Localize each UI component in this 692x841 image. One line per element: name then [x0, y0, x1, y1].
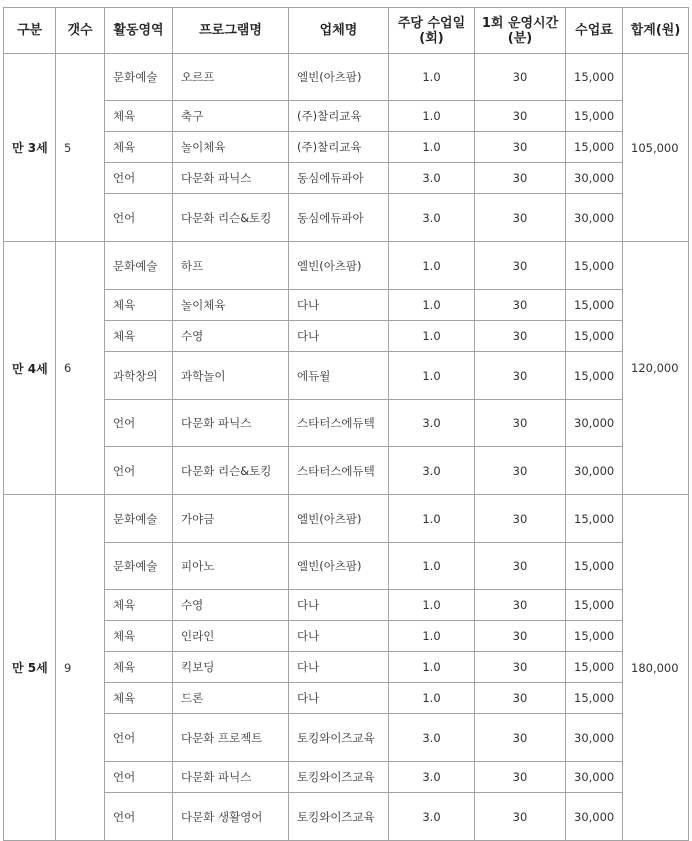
cell-days: 1.0: [388, 241, 475, 290]
cell-program: 다문화 파닉스: [172, 761, 289, 793]
cell-fee: 30,000: [565, 761, 623, 793]
cell-vendor: 스타터스에듀텍: [288, 446, 389, 495]
cell-area: 체육: [104, 651, 173, 683]
cell-vendor: 동심에듀파아: [288, 193, 389, 242]
cell-vendor: 스타터스에듀텍: [288, 399, 389, 447]
cell-fee: 15,000: [565, 241, 623, 290]
cell-vendor: 토킹와이즈교육: [288, 761, 389, 793]
cell-vendor: 엘빈(아츠팜): [288, 53, 389, 101]
cell-area: 체육: [104, 682, 173, 714]
group-count: 9: [55, 494, 105, 841]
group-label: 만 3세: [3, 53, 56, 242]
cell-fee: 30,000: [565, 193, 623, 242]
cell-minutes: 30: [474, 399, 566, 447]
cell-program: 다문화 생활영어: [172, 792, 289, 841]
group-total: 180,000: [622, 494, 689, 841]
cell-program: 인라인: [172, 620, 289, 652]
cell-minutes: 30: [474, 241, 566, 290]
header-vendor: 업체명: [288, 7, 389, 54]
cell-program: 놀이체육: [172, 131, 289, 163]
cell-fee: 15,000: [565, 53, 623, 101]
header-fee: 수업료: [565, 7, 623, 54]
cell-vendor: 에듀윌: [288, 351, 389, 400]
cell-fee: 15,000: [565, 351, 623, 400]
header-weekly-days: 주당 수업일 (회): [388, 7, 475, 54]
cell-area: 과학창의: [104, 351, 173, 400]
cell-program: 과학놀이: [172, 351, 289, 400]
cell-program: 수영: [172, 589, 289, 621]
cell-area: 언어: [104, 713, 173, 762]
cell-program: 수영: [172, 320, 289, 352]
group-count: 6: [55, 241, 105, 495]
cell-minutes: 30: [474, 162, 566, 194]
cell-days: 1.0: [388, 682, 475, 714]
cell-days: 3.0: [388, 162, 475, 194]
cell-program: 다문화 파닉스: [172, 399, 289, 447]
group-total: 120,000: [622, 241, 689, 495]
cell-fee: 30,000: [565, 399, 623, 447]
cell-days: 1.0: [388, 542, 475, 590]
group-label: 만 5세: [3, 494, 56, 841]
cell-days: 1.0: [388, 351, 475, 400]
group-label: 만 4세: [3, 241, 56, 495]
cell-program: 하프: [172, 241, 289, 290]
cell-program: 가야금: [172, 494, 289, 543]
cell-days: 3.0: [388, 713, 475, 762]
header-count: 갯수: [55, 7, 105, 54]
cell-program: 오르프: [172, 53, 289, 101]
cell-minutes: 30: [474, 682, 566, 714]
cell-area: 언어: [104, 761, 173, 793]
cell-vendor: 동심에듀파아: [288, 162, 389, 194]
cell-fee: 15,000: [565, 682, 623, 714]
cell-program: 다문화 리슨&토킹: [172, 193, 289, 242]
cell-area: 문화예술: [104, 241, 173, 290]
cell-minutes: 30: [474, 494, 566, 543]
cell-minutes: 30: [474, 651, 566, 683]
cell-fee: 15,000: [565, 131, 623, 163]
cell-vendor: 토킹와이즈교육: [288, 792, 389, 841]
cell-program: 킥보딩: [172, 651, 289, 683]
cell-days: 1.0: [388, 620, 475, 652]
cell-days: 1.0: [388, 100, 475, 132]
cell-area: 언어: [104, 162, 173, 194]
cell-fee: 30,000: [565, 162, 623, 194]
cell-days: 3.0: [388, 761, 475, 793]
cell-minutes: 30: [474, 792, 566, 841]
cell-fee: 15,000: [565, 542, 623, 590]
cell-vendor: 다나: [288, 289, 389, 321]
cell-program: 축구: [172, 100, 289, 132]
cell-area: 체육: [104, 131, 173, 163]
cell-fee: 30,000: [565, 792, 623, 841]
cell-days: 1.0: [388, 289, 475, 321]
cell-days: 3.0: [388, 792, 475, 841]
cell-days: 3.0: [388, 193, 475, 242]
cell-area: 체육: [104, 620, 173, 652]
cell-area: 체육: [104, 320, 173, 352]
cell-vendor: (주)찰리교육: [288, 131, 389, 163]
cell-area: 문화예술: [104, 53, 173, 101]
cropped-caption-strip: [0, 0, 692, 6]
cell-fee: 15,000: [565, 289, 623, 321]
cell-area: 체육: [104, 100, 173, 132]
cell-area: 문화예술: [104, 494, 173, 543]
cell-minutes: 30: [474, 320, 566, 352]
cell-minutes: 30: [474, 100, 566, 132]
cell-minutes: 30: [474, 289, 566, 321]
cell-area: 체육: [104, 289, 173, 321]
cell-program: 드론: [172, 682, 289, 714]
cell-minutes: 30: [474, 446, 566, 495]
cell-vendor: 다나: [288, 682, 389, 714]
cell-minutes: 30: [474, 542, 566, 590]
cell-vendor: (주)찰리교육: [288, 100, 389, 132]
cell-days: 3.0: [388, 399, 475, 447]
cell-vendor: 엘빈(아츠팜): [288, 241, 389, 290]
cell-area: 체육: [104, 589, 173, 621]
cell-days: 1.0: [388, 494, 475, 543]
cell-minutes: 30: [474, 761, 566, 793]
cell-program: 피아노: [172, 542, 289, 590]
cell-program: 다문화 프로젝트: [172, 713, 289, 762]
cell-fee: 15,000: [565, 494, 623, 543]
cell-minutes: 30: [474, 351, 566, 400]
cell-vendor: 다나: [288, 320, 389, 352]
cell-fee: 15,000: [565, 620, 623, 652]
cell-fee: 15,000: [565, 100, 623, 132]
cell-fee: 15,000: [565, 589, 623, 621]
cell-vendor: 다나: [288, 589, 389, 621]
cell-area: 언어: [104, 399, 173, 447]
cell-area: 언어: [104, 446, 173, 495]
cell-program: 놀이체육: [172, 289, 289, 321]
cell-days: 3.0: [388, 446, 475, 495]
cell-vendor: 다나: [288, 651, 389, 683]
cell-days: 1.0: [388, 53, 475, 101]
cell-fee: 15,000: [565, 651, 623, 683]
cell-days: 1.0: [388, 320, 475, 352]
group-total: 105,000: [622, 53, 689, 242]
cell-vendor: 엘빈(아츠팜): [288, 494, 389, 543]
cell-days: 1.0: [388, 131, 475, 163]
cell-days: 1.0: [388, 589, 475, 621]
group-count: 5: [55, 53, 105, 242]
program-fee-table: [3, 7, 688, 837]
cell-fee: 30,000: [565, 446, 623, 495]
cell-days: 1.0: [388, 651, 475, 683]
cell-minutes: 30: [474, 589, 566, 621]
cell-minutes: 30: [474, 53, 566, 101]
cell-program: 다문화 파닉스: [172, 162, 289, 194]
cell-area: 언어: [104, 193, 173, 242]
cell-minutes: 30: [474, 131, 566, 163]
cell-minutes: 30: [474, 193, 566, 242]
cell-vendor: 토킹와이즈교육: [288, 713, 389, 762]
cell-area: 언어: [104, 792, 173, 841]
header-category: 구분: [3, 7, 56, 54]
cell-minutes: 30: [474, 713, 566, 762]
cell-program: 다문화 리슨&토킹: [172, 446, 289, 495]
cell-fee: 15,000: [565, 320, 623, 352]
cell-vendor: 다나: [288, 620, 389, 652]
header-session-minutes: 1회 운영시간 (분): [474, 7, 566, 54]
cell-minutes: 30: [474, 620, 566, 652]
header-activity-area: 활동영역: [104, 7, 173, 54]
header-program-name: 프로그램명: [172, 7, 289, 54]
cell-fee: 30,000: [565, 713, 623, 762]
header-total: 합계(원): [622, 7, 689, 54]
cell-area: 문화예술: [104, 542, 173, 590]
cell-vendor: 엘빈(아츠팜): [288, 542, 389, 590]
